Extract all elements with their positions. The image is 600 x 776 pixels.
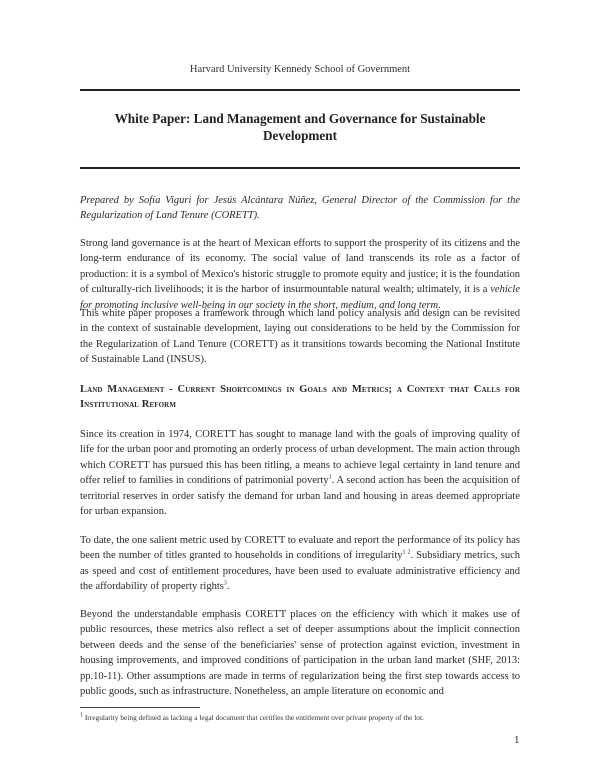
section-heading: Land Management - Current Shortcomings in Goals and Metrics; a Context that Calls for Institutional Reform bbox=[80, 384, 520, 411]
paragraph-intro bbox=[80, 236, 520, 313]
text: Since its creation in 1974, CORETT has sought to manage land with the goals of improving quality of life for the urban poor and promoting an orderly process of urban development. The main action through which CORETT has pursued this has been titling, a means to achieve legal certainty in land tenure and offer relief to families in conditions of patrimonial poverty bbox=[80, 429, 520, 487]
footnote-number: 1 bbox=[80, 712, 83, 719]
document-title: White Paper: Land Management and Governance for Sustainable Development bbox=[114, 111, 486, 143]
footnote-text: Irregularity being defined as lacking a legal document that certifies the entitlement over private property of the lot. bbox=[83, 713, 424, 722]
header-rule bbox=[80, 89, 520, 91]
emphasis: vehicle for promoting inclusive well-being in our society in the short, medium, and long term bbox=[80, 284, 520, 311]
paragraph-metrics bbox=[80, 533, 520, 595]
text: . A second action has been the acquisition of territorial reserves in order satisfy the demand for urban land and housing in areas deemed appropriate for urban expansion. bbox=[80, 475, 520, 518]
text: . bbox=[438, 299, 441, 311]
footnote bbox=[80, 713, 520, 722]
footnote-rule bbox=[80, 707, 200, 708]
text: Strong land governance is at the heart of Mexican efforts to support the prosperity of its citizens and the long-term endurance of its economy. The social value of land transcends its role as a factor of production: it is a symbol of Mexico's historic struggle to promote equity and justice; it is the foundation of culturally-rich livelihoods; it is the harbor of insurmountable natural wealth; ultimately, it is a bbox=[80, 238, 520, 296]
text: . bbox=[226, 581, 230, 593]
prepared-by: Prepared by Sofía Viguri for Jesús Alcántara Núñez, General Director of the Commission for the Regularization of Land Tenure (CORETT). bbox=[80, 195, 520, 222]
paragraph-framework: This white paper proposes a framework through which land policy analysis and design can be revisited in the context of sustainable development, laying out considerations to be held by the Commission for the Regularization of Land Tenure (CORETT) as it transitions towards becoming the National Institute of Sustainable Land (INSUS). bbox=[80, 308, 520, 366]
page-number: 1 bbox=[514, 734, 520, 746]
footnote-ref[interactable]: 1 2 bbox=[402, 549, 411, 556]
running-header: Harvard University Kennedy School of Government bbox=[189, 64, 411, 75]
footnote-ref[interactable]: 3 bbox=[223, 580, 227, 587]
paragraph-history bbox=[80, 427, 520, 519]
paragraph-assumptions: Beyond the understandable emphasis CORETT places on the efficiency with which it makes use of public resources, these metrics also reflect a set of deeper assumptions about the implicit connection between deeds and the sense of the beneficiaries' sense of protection against eviction, investment in housing improvements, and improved conditions of participation in the urban land market (SHF, 2013: pp.10-11). Other assumptions are made in terms of regularization being the first step towards access to public goods, such as infrastructure. Nonetheless, an ample literature on economic and bbox=[80, 609, 520, 698]
text: To date, the one salient metric used by CORETT to evaluate and report the performance of its policy has been the number of titles granted to households in conditions of irregularity bbox=[80, 535, 520, 562]
text: . Subsidiary metrics, such as speed and cost of entitlement procedures, have been used to evaluate administrative efficiency and the affordability of property rights bbox=[80, 550, 520, 593]
footnote-ref[interactable]: 1 bbox=[328, 474, 332, 481]
title-rule bbox=[80, 167, 520, 169]
